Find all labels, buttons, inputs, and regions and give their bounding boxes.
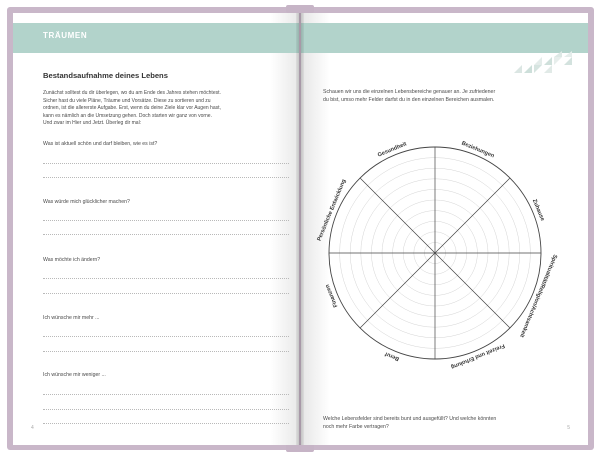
wheel-label: Beziehungen xyxy=(460,140,495,160)
writing-line[interactable] xyxy=(43,220,289,221)
wheel-label: Gesundheit xyxy=(376,141,408,159)
header-band-right xyxy=(301,23,588,53)
intro-line: ordnen, ist die allererste Aufgabe. Erst, wenn du deine Ziele klar vor Augen hast, xyxy=(43,105,221,111)
writing-line[interactable] xyxy=(43,234,289,235)
intro-line: Sicher hast du viele Pläne, Träume und Vorsätze. Diese zu sortieren und zu xyxy=(43,97,211,104)
right-page xyxy=(301,13,588,445)
wheel-label: Freizeit und Erholung xyxy=(449,342,506,370)
wheel-label: Finanzen xyxy=(324,283,340,309)
spine-bottom xyxy=(286,444,314,452)
triangle-pattern-icon xyxy=(514,51,576,73)
section-title: TRÄUMEN xyxy=(43,31,88,40)
writing-line[interactable] xyxy=(43,163,289,164)
question-change: Was möchte ich ändern? xyxy=(43,257,101,263)
life-wheel xyxy=(301,113,588,393)
spine-shadow xyxy=(296,13,304,445)
page-number-right: 5 xyxy=(567,425,570,431)
writing-line[interactable] xyxy=(43,351,289,352)
intro-line: kann es nämlich an die Umsetzung gehen. Doch starten wir ganz von vorne. xyxy=(43,112,212,119)
writing-line[interactable] xyxy=(43,177,289,178)
outro-line: Welche Lebensfelder sind bereits bunt und ausgefüllt? Und welche könnten xyxy=(323,416,497,422)
outro-line: noch mehr Farbe vertragen? xyxy=(323,424,389,430)
question-more: Ich wünsche mir mehr ... xyxy=(43,315,100,321)
intro-line: Schauen wir uns die einzelnen Lebensbereiche genauer an. Je zufriedener xyxy=(323,89,496,95)
writing-line[interactable] xyxy=(43,278,289,279)
intro-line: du bist, umso mehr Felder darfst du in den einzelnen Bereichen ausmalen. xyxy=(323,96,495,103)
wheel-label: Beruf xyxy=(384,350,401,362)
page-title: Bestandsaufnahme deines Lebens xyxy=(43,71,168,80)
left-page xyxy=(13,13,299,445)
wheel-label: Zuhause xyxy=(530,198,546,223)
spine-top xyxy=(286,5,314,13)
wheel-label: Spiritualität/Religion/Achtsamkeit xyxy=(518,253,558,339)
wheel-spokes xyxy=(329,147,541,362)
intro-line: Zunächst solltest du dir überlegen, wo du am Ende des Jahres stehen möchtest. xyxy=(43,90,221,96)
page-number-left: 4 xyxy=(31,425,34,431)
wheel-label: Persönliche Entwicklung xyxy=(316,178,348,243)
writing-line[interactable] xyxy=(43,293,289,294)
writing-line[interactable] xyxy=(43,423,289,424)
question-less: Ich wünsche mir weniger ... xyxy=(43,372,106,378)
writing-line[interactable] xyxy=(43,394,289,395)
wheel-outro xyxy=(323,415,563,431)
writing-line[interactable] xyxy=(43,409,289,410)
wheel-intro xyxy=(323,89,563,104)
question-happier: Was würde mich glücklicher machen? xyxy=(43,199,130,205)
intro-line: Und zwar im Hier und Jetzt. Überleg dir mal: xyxy=(43,120,142,126)
intro-paragraph xyxy=(43,90,289,128)
writing-line[interactable] xyxy=(43,336,289,337)
question-keep: Was ist aktuell schön und darf bleiben, wie es ist? xyxy=(43,141,158,147)
